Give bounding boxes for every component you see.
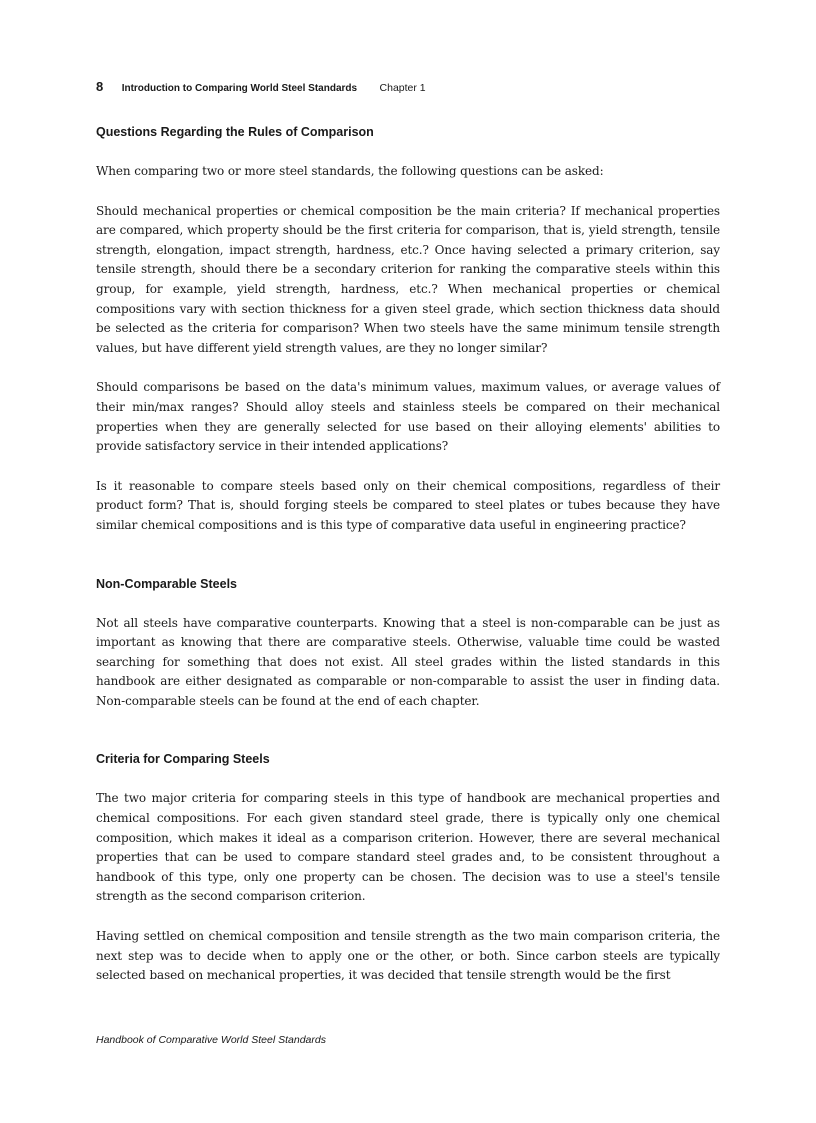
section-criteria-for-comparing <box>96 751 720 985</box>
paragraph: Is it reasonable to compare steels based only on their chemical compositions, regardless of their product form? That is, should forging steels be compared to steel plates or tubes because they have similar chemical compositions and is this type of comparative data useful in engineering practice? <box>96 478 720 532</box>
paragraph: The two major criteria for comparing steels in this type of handbook are mechanical properties and chemical compositions. For each given standard steel grade, there is typically only one chemical composition, which makes it ideal as a comparison criterion. However, there are several mechanical properties that can be used to compare standard steel grades and, to be consistent throughout a handbook of this type, only one property can be chosen. The decision was to use a steel's tensile strength as the second comparison criterion. <box>96 791 720 904</box>
paragraph: Not all steels have comparative counterparts. Knowing that a steel is non-comparable can be just as important as knowing that there are comparative steels. Otherwise, valuable time could be wasted searching for something that does not exist. All steel grades within the listed standards in this handbook are either designated as comparable or non-comparable to assist the user in finding data. Non-comparable steels can be found at the end of each chapter. <box>96 615 720 708</box>
paragraph: Having settled on chemical composition and tensile strength as the two main comparison criteria, the next step was to decide when to apply one or the other, or both. Since carbon steels are typically selected based on mechanical properties, it was decided that tensile strength would be the first <box>96 929 720 983</box>
header-chapter: Chapter 1 <box>379 82 426 94</box>
page-body <box>96 124 720 986</box>
section-heading: Criteria for Comparing Steels <box>96 752 270 767</box>
paragraph: When comparing two or more steel standards, the following questions can be asked: <box>96 164 604 178</box>
page-number: 8 <box>96 79 104 94</box>
header-book-title: Introduction to Comparing World Steel Standards <box>121 83 358 94</box>
paragraph: Should comparisons be based on the data's minimum values, maximum values, or average values of their min/max ranges? Should alloy steels and stainless steels be compared on their mechanical properties when they are generally selected for use based on their alloying elements' abilities to provide satisfactory service in their intended applications? <box>96 380 720 454</box>
section-heading: Questions Regarding the Rules of Comparison <box>96 125 374 139</box>
section-rules-of-comparison <box>96 124 720 536</box>
running-footer: Handbook of Comparative World Steel Standards <box>96 1034 326 1046</box>
running-header <box>96 78 426 96</box>
section-non-comparable-steels <box>96 576 720 712</box>
section-heading: Non-Comparable Steels <box>96 576 238 591</box>
paragraph: Should mechanical properties or chemical composition be the main criteria? If mechanical properties are compared, which property should be the first criteria for comparison, that is, yield strength, tensile strength, elongation, impact strength, hardness, etc.? Once having selected a primary criterion, say tensile strength, should there be a secondary criterion for ranking the comparative steels within this group, for example, yield strength, hardness, etc.? When mechanical properties or chemical compositions vary with section thickness for a given steel grade, which section thickness data should be selected as the criteria for comparison? When two steels have the same minimum tensile strength values, but have different yield strength values, are they no longer similar? <box>96 203 720 355</box>
